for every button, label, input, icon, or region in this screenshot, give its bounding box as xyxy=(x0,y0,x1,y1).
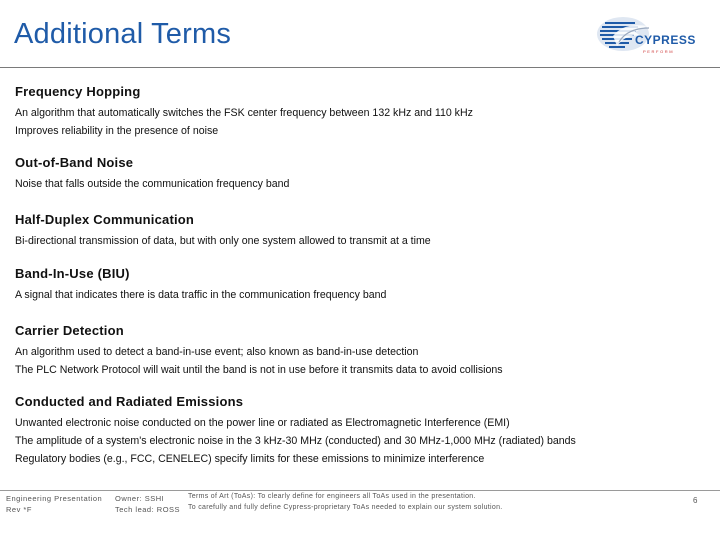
footer-text: Terms of Art (ToAs): To clearly define for engineers all ToAs used in the presentation. xyxy=(188,493,476,500)
term-line: A signal that indicates there is data traffic in the communication frequency band xyxy=(15,289,387,301)
footer-owner-info xyxy=(115,493,180,515)
page-number: 6 xyxy=(693,496,698,505)
term-half-duplex xyxy=(15,212,431,250)
footer-text: Rev *F xyxy=(6,505,32,514)
term-line: Improves reliability in the presence of noise xyxy=(15,125,219,137)
term-line: Bi-directional transmission of data, but with only one system allowed to transmit at a time xyxy=(15,235,431,247)
term-line: An algorithm that automatically switches the FSK center frequency between 132 kHz and 110 kHz xyxy=(15,107,473,119)
term-carrier-detection xyxy=(15,323,503,379)
term-line: The PLC Network Protocol will wait until the band is not in use before it transmits data to avoid collisions xyxy=(15,364,503,376)
term-heading: Frequency Hopping xyxy=(15,84,141,99)
term-line: Noise that falls outside the communication frequency band xyxy=(15,178,290,190)
term-out-of-band-noise xyxy=(15,155,289,193)
footer-toa-note xyxy=(188,491,503,513)
term-line: The amplitude of a system's electronic noise in the 3 kHz-30 MHz (conducted) and 30 MHz-1,000 MHz (radiated) bands xyxy=(15,435,576,447)
term-heading: Half-Duplex Communication xyxy=(15,212,195,227)
logo-wordmark: CYPRESS xyxy=(635,33,696,47)
footer-text: Engineering Presentation xyxy=(6,494,103,503)
term-heading: Conducted and Radiated Emissions xyxy=(15,394,244,409)
footer-text: Tech lead: ROSS xyxy=(115,505,181,514)
term-heading: Band-In-Use (BIU) xyxy=(15,266,130,281)
footer-text: Owner: SSHI xyxy=(115,494,165,503)
header-divider xyxy=(0,67,720,68)
term-frequency-hopping xyxy=(15,84,473,140)
term-band-in-use xyxy=(15,266,386,304)
footer-text: To carefully and fully define Cypress-proprietary ToAs needed to explain our system solution. xyxy=(188,504,503,511)
term-line: An algorithm used to detect a band-in-use event; also known as band-in-use detection xyxy=(15,346,419,358)
footer-presentation-info xyxy=(6,493,102,515)
slide-title: Additional Terms xyxy=(14,18,232,50)
term-line: Unwanted electronic noise conducted on the power line or radiated as Electromagnetic Interference (EMI) xyxy=(15,417,510,429)
term-line: Regulatory bodies (e.g., FCC, CENELEC) specify limits for these emissions to minimize interference xyxy=(15,453,485,465)
logo-tagline: PERFORM xyxy=(643,49,675,54)
term-heading: Carrier Detection xyxy=(15,323,124,338)
term-conducted-radiated-emissions xyxy=(15,394,576,468)
term-heading: Out-of-Band Noise xyxy=(15,155,134,170)
